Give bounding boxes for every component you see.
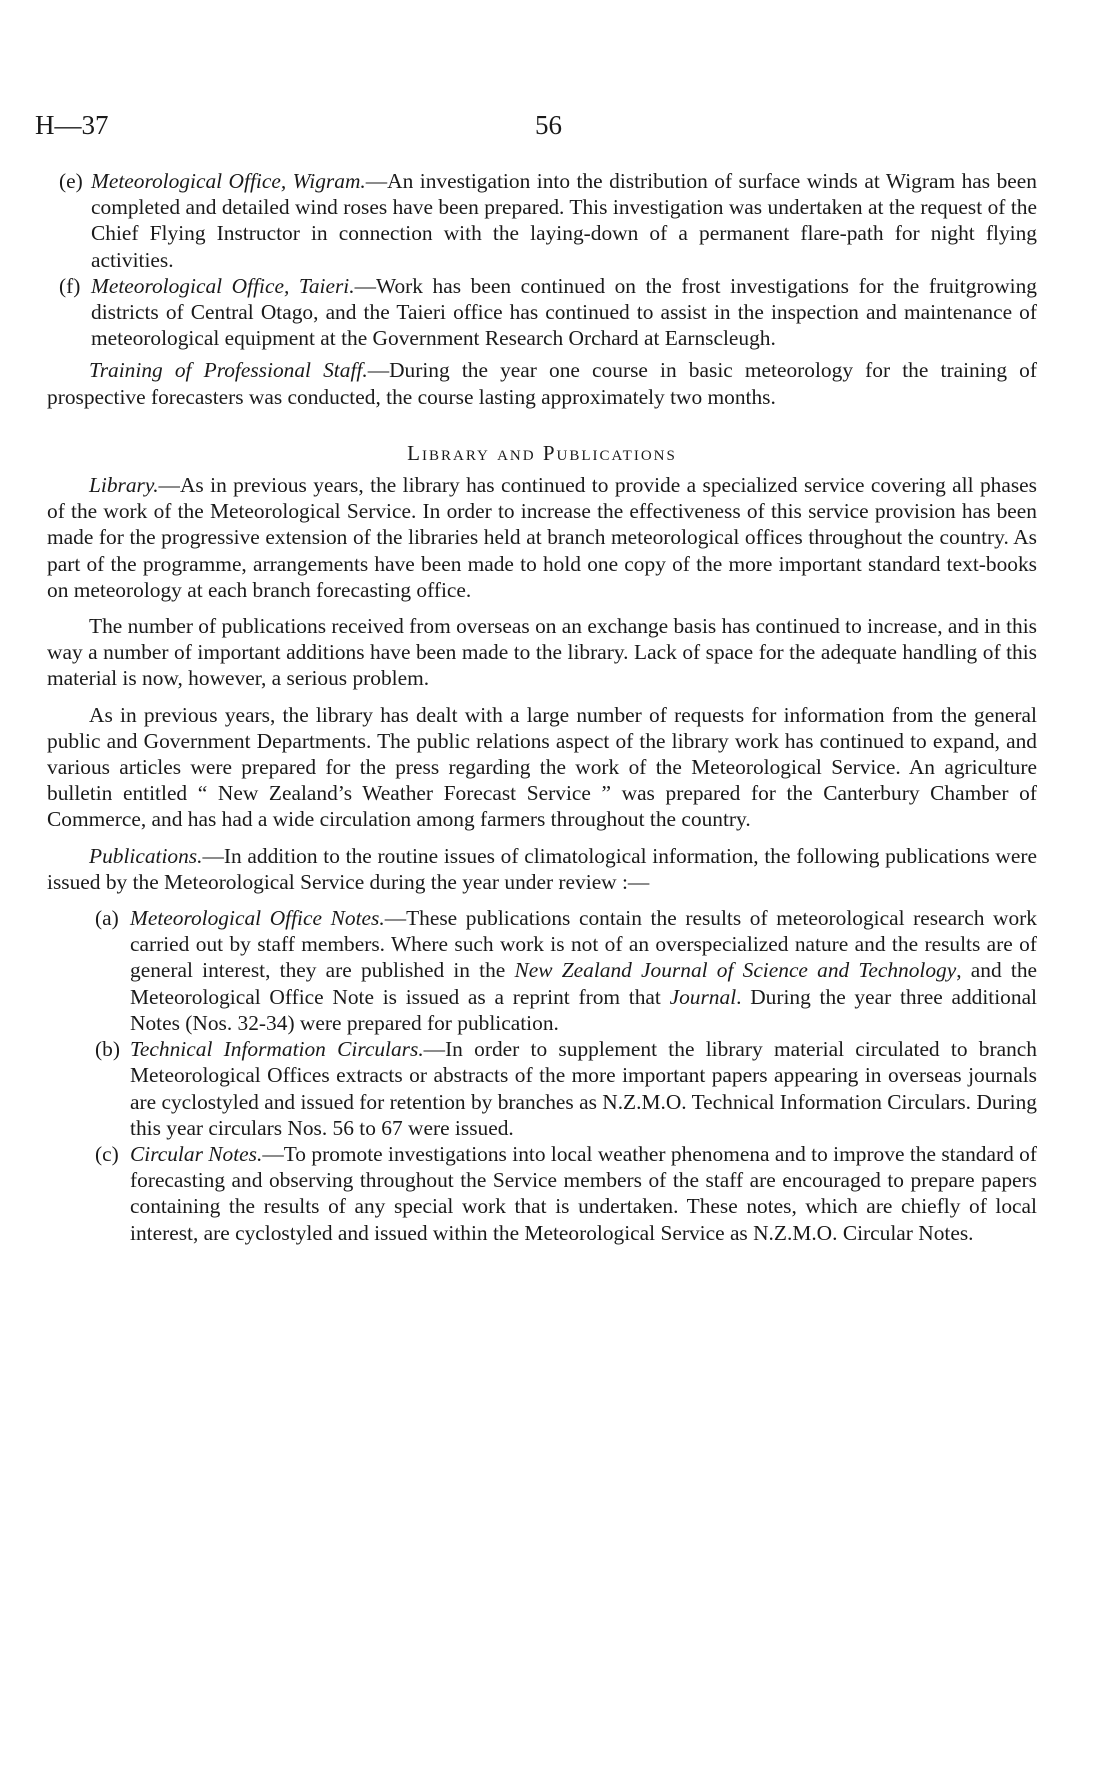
library-paragraph-3: As in previous years, the library has dealt with a large number of requests for information from the general public and Government Departments. The public relations aspect of the library work has continued to expand, and various articles were prepared for the press regarding the work of the Meteorological Service. An agriculture bulletin entitled “ New Zealand’s Weather Forecast Service ” was prepared for the Canterbury Chamber of Commerce, and has had a wide circulation among farmers throughout the country. <box>47 702 1037 832</box>
list-item <box>47 1141 1037 1246</box>
list-item <box>47 905 1037 1036</box>
document-code: H—37 <box>35 110 109 140</box>
publications-paragraph <box>47 843 1037 895</box>
paragraph-body: —In addition to the routine issues of climatological information, the following publications were issued by the Meteorological Service during the year under review :— <box>47 843 1037 894</box>
item-marker: (a) <box>95 906 119 931</box>
item-body: —In order to supplement the library material circulated to branch Meteorological Offices extracts or abstracts of the more important papers appearing in overseas journals are cyclostyled and issued for retention by branches as N.Z.M.O. Technical Information Circulars. During this year circulars Nos. 56 to 67 were issued. <box>130 1037 1037 1140</box>
page-header <box>35 110 1079 150</box>
item-marker: (f) <box>59 273 81 298</box>
item-title: Circular Notes. <box>130 1141 263 1166</box>
section-heading: Library and Publications <box>407 440 677 465</box>
page-number: 56 <box>535 110 562 140</box>
item-marker: (b) <box>95 1037 120 1062</box>
journal-title: New Zealand Journal of Science and Technology <box>514 958 957 983</box>
training-paragraph <box>47 357 1037 409</box>
item-body: —Work has been continued on the frost investigations for the fruitgrowing districts of Central Otago, and the Taieri office has continued to assist in the inspection and maintenance of meteorological equipment at the Government Research Orchard at Earnscleugh. <box>91 273 1037 351</box>
item-body: —An investigation into the distribution of surface winds at Wigram has been completed and detailed wind roses have been prepared. This investigation was undertaken at the request of the Chief Flying Instructor in connection with the laying-down of a permanent flare-path for night flying activities. <box>91 169 1037 272</box>
paragraph-title: Publications. <box>89 843 203 868</box>
list-item <box>47 1036 1037 1141</box>
library-paragraph-2: The number of publications received from overseas on an exchange basis has continued to increase, and in this way a number of important additions have been made to the library. Lack of space for the adequate handling of this material is now, however, a serious problem. <box>47 614 1038 691</box>
item-text <box>130 905 1037 1036</box>
paragraph-body: —During the year one course in basic meteorology for the training of prospective forecasters was conducted, the course lasting approximately two months. <box>47 358 1037 409</box>
item-body: —These publications contain the results of meteorological research work carried out by staff members. Where such work is not of an overspecialized nature and the results are of general interest, they are published in the <box>130 906 1037 983</box>
item-text <box>130 1036 1037 1141</box>
item-title: Meteorological Office, Taieri. <box>91 273 355 298</box>
list-item <box>47 273 1037 352</box>
item-title: Meteorological Office Notes. <box>130 906 385 931</box>
library-paragraph <box>47 472 1037 603</box>
item-marker: (c) <box>95 1141 119 1166</box>
item-body: —To promote investigations into local weather phenomena and to improve the standard of forecasting and observing throughout the Service members of the staff are encouraged to prepare papers containing the results of any special work that is undertaken. These notes, which are chiefly of local interest, are cyclostyled and issued within the Meteorological Service as N.Z.M.O. Circular Notes. <box>130 1141 1037 1245</box>
item-text <box>91 273 1037 352</box>
paragraph-title: Library. <box>89 473 159 498</box>
item-text <box>130 1141 1037 1246</box>
item-marker: (e) <box>59 169 83 193</box>
paragraph-body: —As in previous years, the library has continued to provide a specialized service covering all phases of the work of the Meteorological Service. In order to increase the effectiveness of this service provision has been made for the progressive extension of the libraries held at branch meteorological offices throughout the country. As part of the programme, arrangements have been made to hold one copy of the more important standard text-books on meteorology at each branch forecasting office. <box>47 473 1037 602</box>
item-body-end: . During the year three additional Notes (Nos. 32-34) were prepared for publication. <box>130 984 1038 1035</box>
page-body <box>47 168 1037 1246</box>
paragraph-title: Training of Professional Staff. <box>89 358 368 383</box>
item-title: Meteorological Office, Wigram. <box>91 169 366 193</box>
item-body-middle: , and the Meteorological Office Note is issued as a reprint from that <box>130 958 1038 1009</box>
item-title: Technical Information Circulars. <box>130 1037 424 1062</box>
item-text <box>91 168 1037 273</box>
journal-short-title: Journal <box>669 984 737 1009</box>
list-item <box>47 168 1037 273</box>
